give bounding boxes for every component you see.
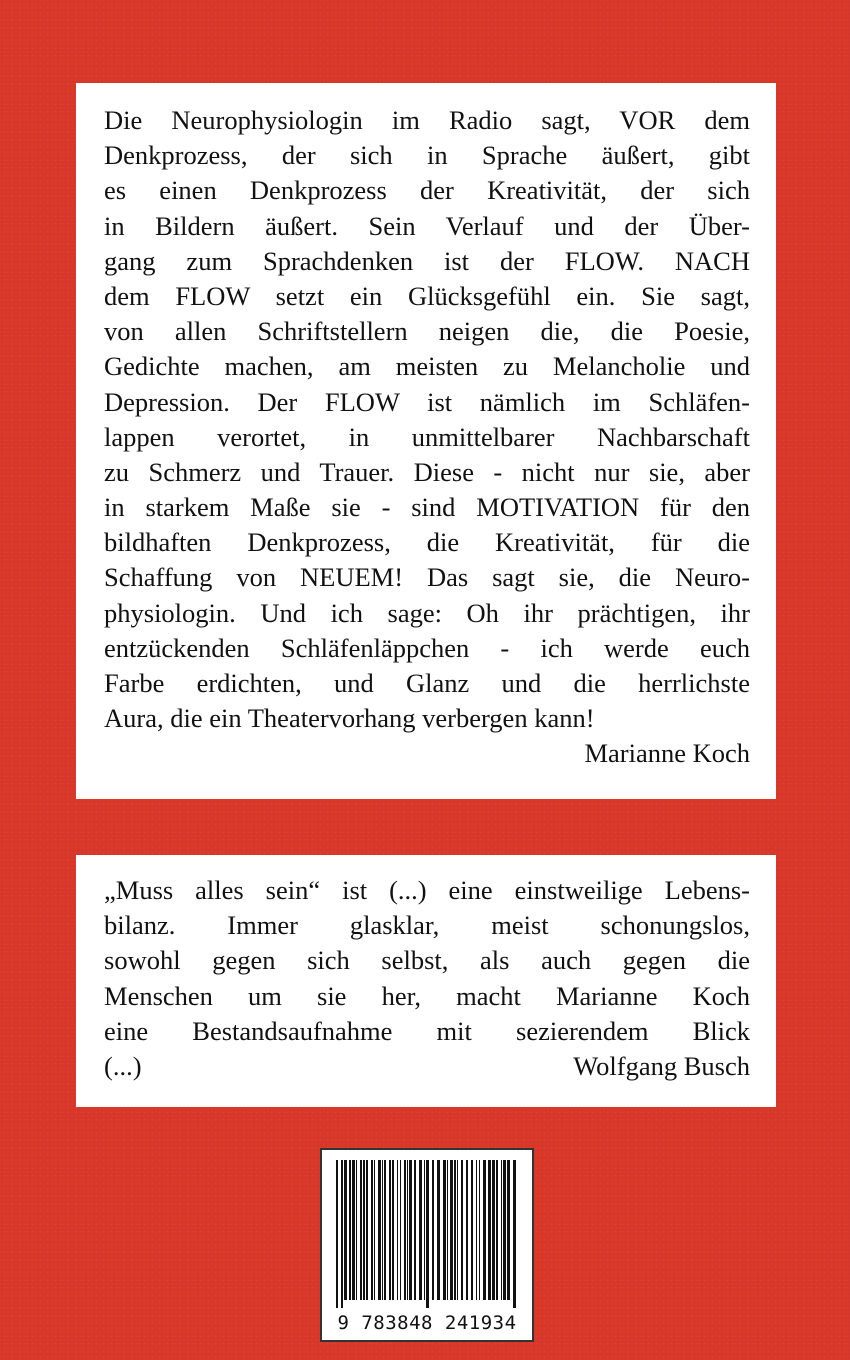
quote-line: gang zum Sprachdenken ist der FLOW. NACH xyxy=(104,245,750,276)
barcode-bar xyxy=(479,1160,480,1300)
review-line: „Muss alles sein“ ist (...) eine einstweilige Lebens- xyxy=(104,875,750,905)
reviewer-name: Wolfgang Busch xyxy=(573,1050,750,1081)
review-final-row xyxy=(104,1049,750,1084)
quote-line: Denkprozess, der sich in Sprache äußert, gibt xyxy=(104,140,750,171)
barcode-bar xyxy=(407,1160,408,1300)
quote-line: in Bildern äußert. Sein Verlauf und der Über- xyxy=(104,210,750,241)
review-line: eine Bestandsaufnahme mit sezierendem Blick xyxy=(104,1015,750,1046)
quote-line: in starkem Maße sie - sind MOTIVATION für den xyxy=(104,492,750,523)
barcode-bar xyxy=(341,1160,343,1308)
barcode-bar xyxy=(496,1160,498,1300)
quote-line: es einen Denkprozess der Kreativität, der sich xyxy=(104,175,750,206)
review-ellipsis: (...) xyxy=(104,1050,142,1081)
barcode-bar xyxy=(336,1160,338,1308)
barcode-bar xyxy=(366,1160,368,1300)
barcode-bar xyxy=(466,1160,468,1300)
barcode-bar xyxy=(437,1160,440,1300)
barcode-bar xyxy=(389,1160,391,1300)
quote-line: dem FLOW setzt ein Glücksgefühl ein. Sie sagt, xyxy=(104,280,750,311)
barcode-bar xyxy=(378,1160,381,1300)
quote-line: Depression. Der FLOW ist nämlich im Schläfen- xyxy=(104,386,750,417)
barcode-bar xyxy=(488,1160,491,1300)
barcode-bar xyxy=(356,1160,357,1300)
barcode-bar xyxy=(432,1160,434,1300)
quote-panel xyxy=(76,83,776,799)
barcode-bar xyxy=(400,1160,401,1300)
barcode-bar xyxy=(503,1160,506,1300)
isbn-number: 9 783848 241934 xyxy=(337,1312,517,1334)
quote-author: Marianne Koch xyxy=(584,738,750,769)
quote-line: entzückenden Schläfenläppchen - ich werde euch xyxy=(104,632,750,663)
barcode-bar xyxy=(447,1160,448,1300)
barcode-bar xyxy=(507,1160,510,1300)
quote-line: zu Schmerz und Trauer. Diese - nicht nur sie, aber xyxy=(104,456,750,487)
review-line: bilanz. Immer glasklar, meist schonungslos, xyxy=(104,910,750,941)
barcode-bar xyxy=(382,1160,383,1300)
barcode-bar xyxy=(384,1160,386,1300)
review-line: sowohl gegen sich selbst, als auch gegen die xyxy=(104,945,750,976)
barcode-bar xyxy=(483,1160,486,1300)
quote-line: Aura, die ein Theatervorhang verbergen kann! xyxy=(104,703,595,734)
quote-line: physiologin. Und ich sage: Oh ihr prächtigen, ihr xyxy=(104,597,750,628)
barcode-bar xyxy=(344,1160,347,1300)
barcode-bar xyxy=(476,1160,477,1300)
barcode-bar xyxy=(397,1160,398,1300)
barcode-bar xyxy=(457,1160,458,1300)
review-line: Menschen um sie her, macht Marianne Koch xyxy=(104,980,750,1011)
quote-line: Farbe erdichten, und Glanz und die herrlichste xyxy=(104,668,750,698)
barcode-bar xyxy=(352,1160,355,1300)
barcode-bar xyxy=(454,1160,456,1300)
quote-line: von allen Schriftstellern neigen die, die Poesie, xyxy=(104,316,750,347)
barcode-bar xyxy=(363,1160,365,1300)
quote-line: bildhaften Denkprozess, die Kreativität, für die xyxy=(104,527,750,558)
quote-line: lappen verortet, in unmittelbarer Nachbarschaft xyxy=(104,421,750,452)
barcode-bar xyxy=(424,1160,425,1300)
barcode-bar xyxy=(501,1160,502,1300)
barcode-bar xyxy=(426,1160,429,1308)
quote-line: Die Neurophysiologin im Radio sagt, VOR dem xyxy=(104,105,750,135)
barcode-bar xyxy=(492,1160,495,1300)
quote-line: Gedichte machen, am meisten zu Melancholie und xyxy=(104,351,750,382)
barcode-bar xyxy=(371,1160,373,1300)
barcode-bar xyxy=(404,1160,406,1300)
barcode-bar xyxy=(360,1160,362,1300)
barcode-bar xyxy=(419,1160,422,1300)
barcode-bar xyxy=(349,1160,351,1300)
barcode-bar xyxy=(513,1160,516,1308)
quote-line: Schaffung von NEUEM! Das sagt sie, die Neuro- xyxy=(104,562,750,593)
barcode-bar xyxy=(414,1160,416,1300)
barcode-bar xyxy=(392,1160,394,1300)
barcode-bar xyxy=(374,1160,375,1300)
barcode-bars xyxy=(334,1160,520,1308)
barcode-bar xyxy=(443,1160,446,1300)
isbn-barcode xyxy=(320,1148,534,1342)
barcode-bar xyxy=(461,1160,463,1300)
barcode-bar xyxy=(471,1160,473,1300)
barcode-bar xyxy=(409,1160,412,1300)
barcode-bar xyxy=(450,1160,453,1300)
review-panel xyxy=(76,855,776,1107)
